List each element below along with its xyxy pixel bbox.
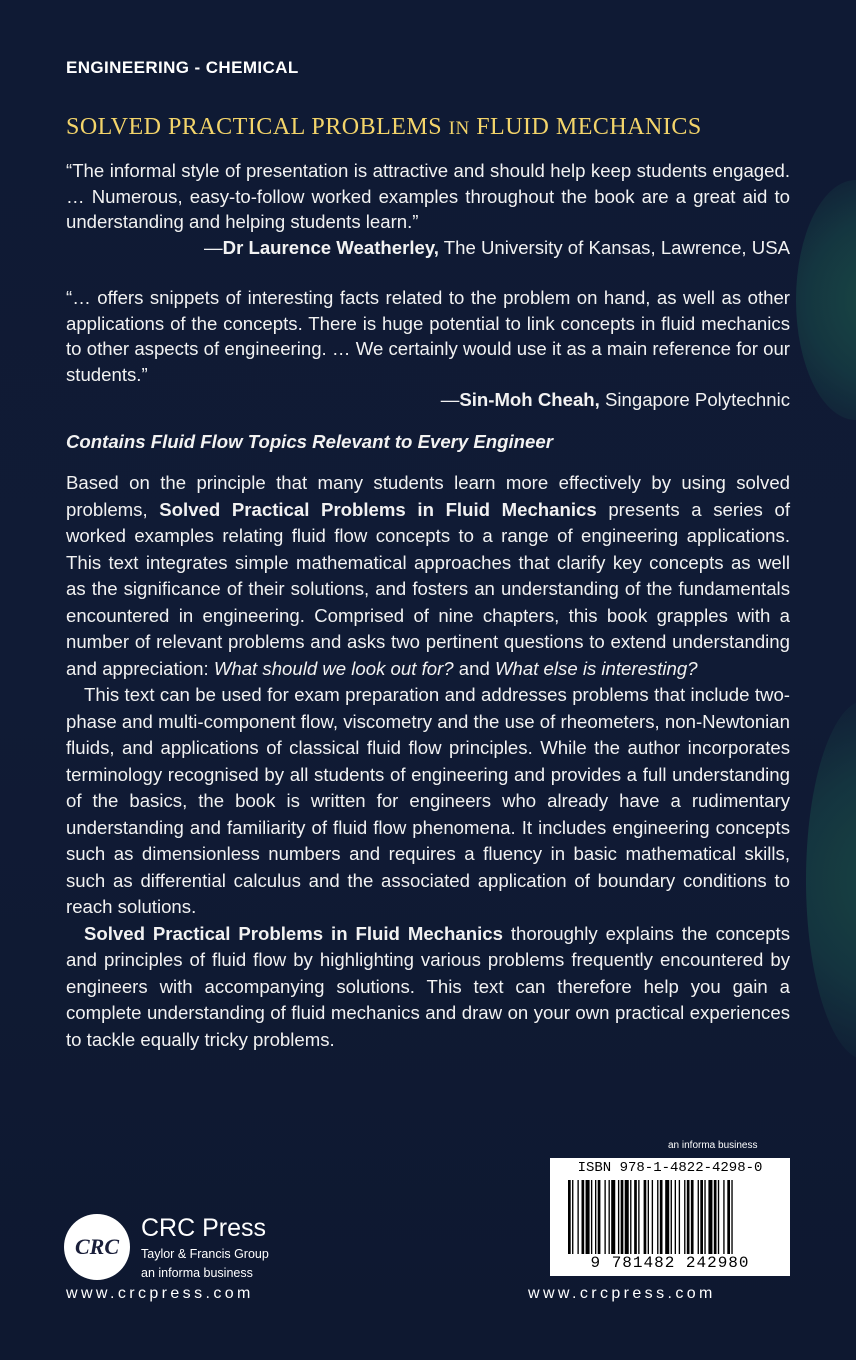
text-run: presents a series of worked examples relating fluid flow concepts to a range of engineering applications. This text integrates simple mathematical approaches that clarify key concepts as well as the significance of their solutions, and fosters an understanding of the fundamentals encountered in engineering. Comprised of nine chapters, this book grapples with a number of relevant problems and asks two pertinent questions to extend understanding and appreciation: [66,498,790,679]
barcode-bar [648,1180,649,1254]
barcode-bar [568,1180,571,1254]
barcode-bar [595,1180,596,1254]
barcode-bar [618,1180,619,1254]
crc-press-logo [64,1214,130,1280]
barcode-bar [604,1180,605,1254]
barcode-bar [630,1180,631,1254]
publisher-informa: an informa business [141,1266,253,1280]
barcode-bars [568,1180,778,1254]
barcode-bar [679,1180,680,1254]
review-quote-2 [66,285,790,413]
quote-author: Dr Laurence Weatherley, [222,236,439,258]
barcode-bar [714,1180,717,1254]
text-run: Based on the principle that many students learn more effectively by using solved problems, [66,472,790,520]
barcode-bar [644,1180,647,1254]
title-part-2: IN [448,118,470,139]
barcode-bar [671,1180,672,1254]
barcode-number: 9 781482 242980 [590,1254,750,1272]
barcode-bar [577,1180,578,1254]
italic-question-2: What else is interesting? [494,657,698,679]
quote-attribution [66,387,790,413]
quote-affiliation: Singapore Polytechnic [599,389,790,410]
barcode-bar [691,1180,694,1254]
quote-dash: — [440,389,460,410]
barcode-bar [684,1180,685,1254]
barcode-bar [598,1180,601,1254]
description-paragraph-1 [66,470,790,682]
barcode-bar [718,1180,719,1254]
description-paragraph-3 [66,921,790,1054]
quote-dash: — [204,236,223,258]
description-paragraph-2: This text can be used for exam preparation and addresses problems that include two-phase and multi-component flow, viscometry and the use of rheometers, non-Newtonian fluids, and applications of classical fluid flow principles. While the author incorporates terminology recognised by all students of engineering and provides a full understanding of the basics, the book is written for engineers who already have a rudimentary understanding and familiarity of fluid flow phenomena. It includes engineering concepts such as dimensionless numbers and requires a fluency in basic mathematical skills, such as differential calculus and the associated application of boundary conditions to reach solutions. [66,684,790,917]
barcode-bar [611,1180,615,1254]
quote-attribution [66,235,790,261]
italic-question-1: What should we look out for? [213,657,454,679]
barcode-bar [634,1180,637,1254]
barcode-bar [698,1180,699,1254]
barcode-bar [586,1180,590,1254]
barcode-bar [638,1180,639,1254]
quote-affiliation: The University of Kansas, Lawrence, USA [438,236,790,258]
barcode-bar [704,1180,705,1254]
barcode-bar [687,1180,690,1254]
description-body [66,470,790,1053]
barcode-bar [675,1180,676,1254]
bold-title-run: Solved Practical Problems in Fluid Mechanics [84,922,503,944]
title-part-1: SOLVED PRACTICAL PROBLEMS [66,114,449,140]
quote-author: Sin-Moh Cheah, [459,389,600,410]
publisher-url-left[interactable]: www.crcpress.com [66,1285,254,1302]
text-run: and [453,657,495,679]
barcode-bar [700,1180,703,1254]
section-subheading: Contains Fluid Flow Topics Relevant to Every Engineer [66,431,553,452]
review-quote-1 [66,158,790,260]
barcode-bar [609,1180,610,1254]
barcode-bar [652,1180,653,1254]
book-title [66,114,796,141]
barcode-bar [621,1180,624,1254]
barcode-bar [657,1180,658,1254]
publisher-url-right[interactable]: www.crcpress.com [528,1285,716,1302]
category-label: ENGINEERING - CHEMICAL [66,58,299,77]
barcode-bar [665,1180,669,1254]
barcode-bar [582,1180,585,1254]
quote-text: “… offers snippets of interesting facts related to the problem on hand, as well as other applications of the concepts. There is huge potential to link concepts in fluid mechanics to other aspects of engineering. … We certainly would use it as a main reference for our students.” [66,287,790,385]
quote-text: “The informal style of presentation is attractive and should help keep students engaged. … Numerous, easy-to-follow worked examples throughout the book are a great aid to understanding and helping students learn.” [66,160,790,232]
publisher-group: Taylor & Francis Group [141,1247,269,1261]
barcode-bar [660,1180,663,1254]
barcode-bar [708,1180,712,1254]
crc-logo-text: CRC [74,1234,120,1259]
publisher-name: CRC Press [141,1214,267,1242]
barcode-bar [723,1180,724,1254]
title-part-3: FLUID MECHANICS [469,114,702,140]
text-run: thoroughly explains the concepts and principles of fluid flow by highlighting various problems frequently encountered by engineers with accompanying solutions. This text can therefore help you gain a complete understanding of fluid mechanics and draw on your own practical experiences to tackle equally tricky problems. [66,922,790,1050]
barcode-bar [625,1180,629,1254]
isbn-barcode [550,1158,790,1276]
barcode-bar [591,1180,592,1254]
bold-title-run: Solved Practical Problems in Fluid Mechanics [159,498,597,520]
barcode-bar [727,1180,730,1254]
barcode-bar [572,1180,573,1254]
isbn-label: ISBN 978-1-4822-4298-0 [577,1160,763,1176]
barcode-bar [731,1180,732,1254]
barcode-informa-tagline: an informa business [668,1140,758,1151]
